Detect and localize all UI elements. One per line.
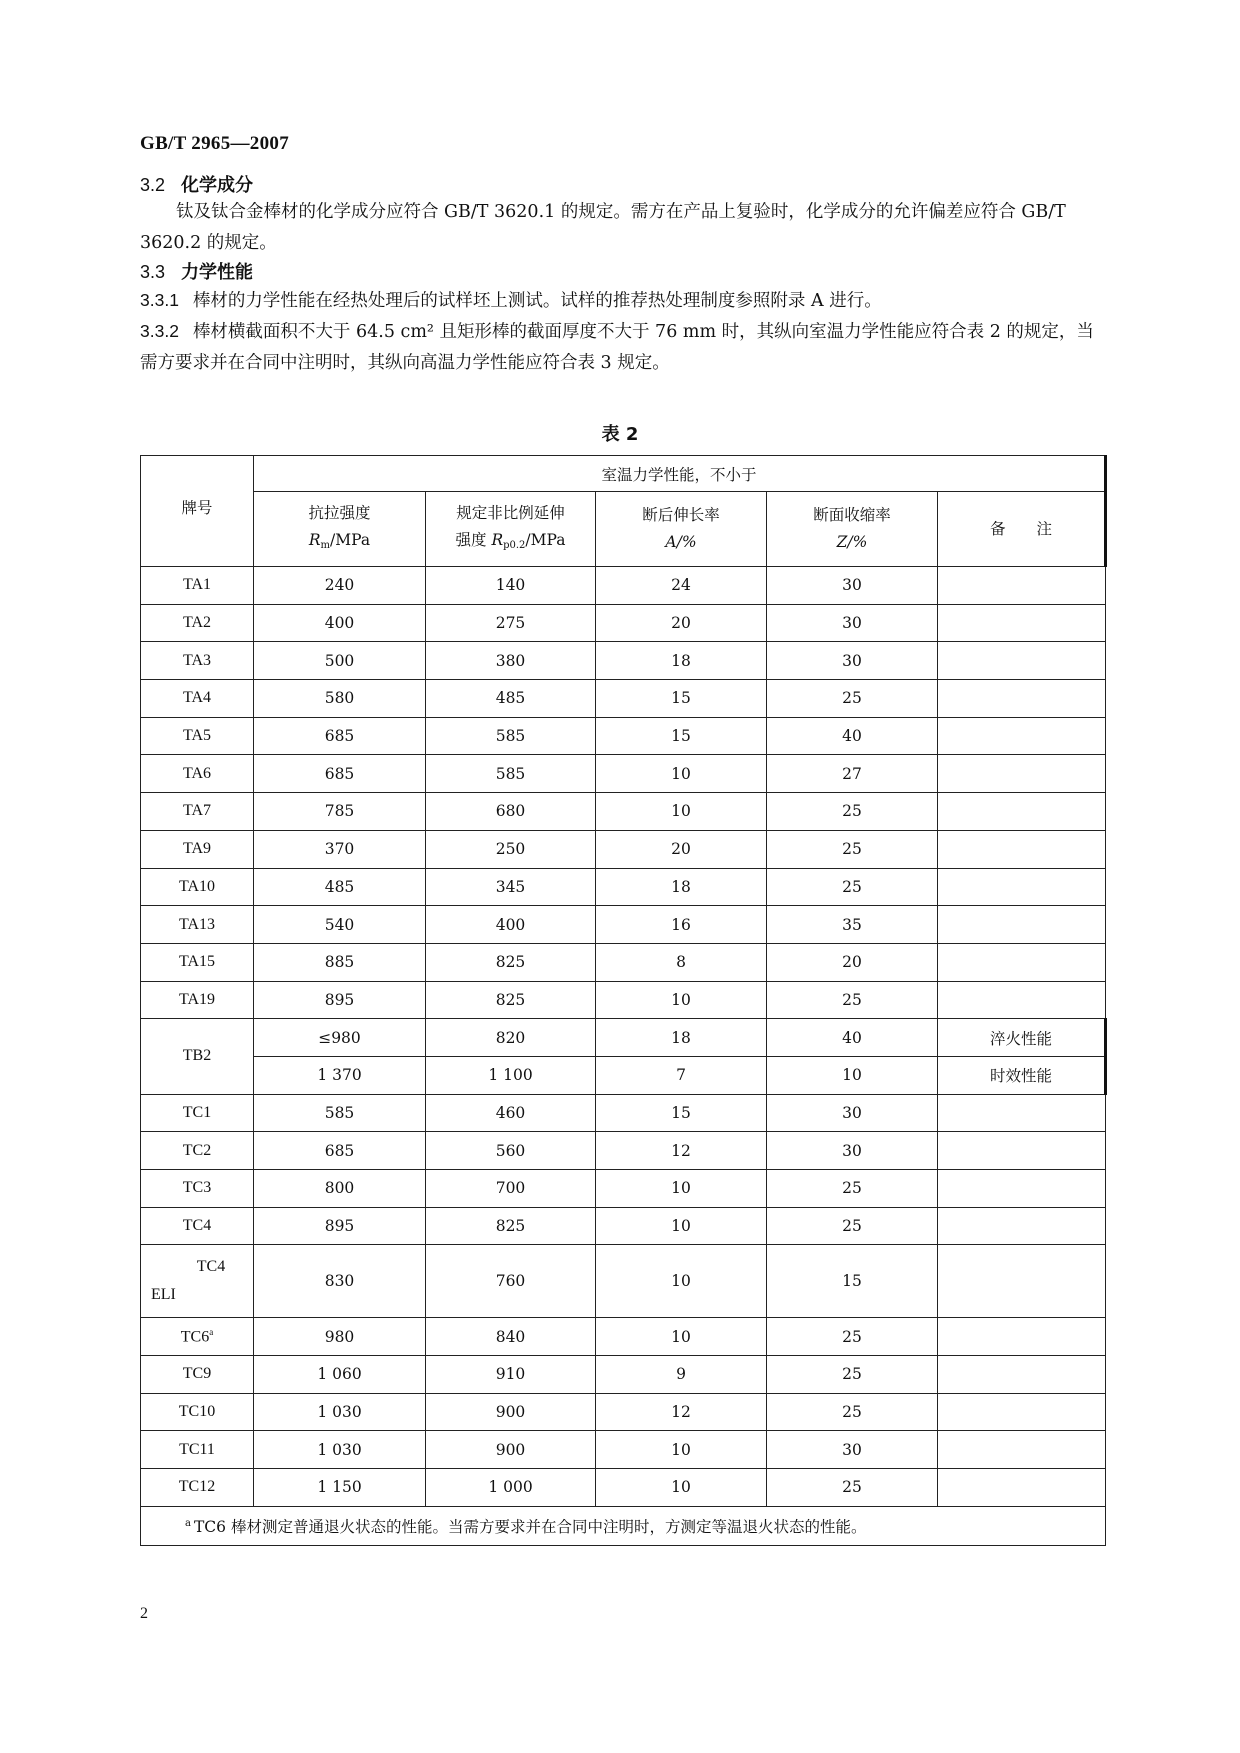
section-title: 化学成分 bbox=[181, 175, 254, 196]
remark-cell bbox=[938, 680, 1106, 718]
grade-cell: TA9 bbox=[141, 830, 254, 868]
reduction-value: 25 bbox=[767, 830, 938, 868]
header-text: 断面收缩率 bbox=[813, 506, 891, 524]
reduction-area-header bbox=[767, 492, 938, 567]
elongation-value: 10 bbox=[596, 1469, 767, 1507]
tensile-value: 540 bbox=[254, 906, 426, 944]
tensile-value: 800 bbox=[254, 1170, 426, 1208]
section-number: 3.3 bbox=[140, 262, 166, 282]
grade-cell: TA1 bbox=[141, 567, 254, 605]
yield-value: 760 bbox=[426, 1245, 596, 1318]
reduction-value: 25 bbox=[767, 680, 938, 718]
tensile-value: 685 bbox=[254, 717, 426, 755]
tensile-value: 1 370 bbox=[254, 1056, 426, 1094]
tensile-value: 580 bbox=[254, 680, 426, 718]
table-footnote bbox=[141, 1506, 1106, 1545]
tensile-value: 830 bbox=[254, 1245, 426, 1318]
table-row bbox=[141, 906, 1106, 944]
reduction-value: 25 bbox=[767, 868, 938, 906]
table-header-row bbox=[141, 456, 1106, 492]
remark-header: 备 注 bbox=[938, 492, 1106, 567]
remark-cell bbox=[938, 1170, 1106, 1208]
grade-cell bbox=[141, 1431, 254, 1469]
remark-cell bbox=[938, 868, 1106, 906]
elongation-value: 10 bbox=[596, 1170, 767, 1208]
tensile-value: 585 bbox=[254, 1094, 426, 1132]
header-subscript: m bbox=[320, 539, 331, 551]
grade-text: TC9 bbox=[182, 1365, 212, 1383]
tensile-value: 785 bbox=[254, 793, 426, 831]
header-unit: /MPa bbox=[330, 530, 371, 549]
reduction-value: 25 bbox=[767, 793, 938, 831]
grade-cell: TA2 bbox=[141, 604, 254, 642]
yield-value: 680 bbox=[426, 793, 596, 831]
reduction-value: 20 bbox=[767, 943, 938, 981]
table-caption: 表 2 bbox=[601, 424, 639, 445]
reduction-value: 40 bbox=[767, 717, 938, 755]
elongation-value: 12 bbox=[596, 1132, 767, 1170]
section-number: 3.2 bbox=[140, 175, 166, 195]
table-row bbox=[141, 1356, 1106, 1394]
grade-text: TC6 bbox=[180, 1328, 210, 1346]
table-row bbox=[141, 717, 1106, 755]
elongation-value: 10 bbox=[596, 755, 767, 793]
grade-cell: TA3 bbox=[141, 642, 254, 680]
table-row bbox=[141, 1245, 1106, 1318]
grade-line: ELI bbox=[151, 1286, 176, 1304]
tensile-value: 500 bbox=[254, 642, 426, 680]
remark-cell bbox=[938, 1431, 1106, 1469]
reduction-value: 25 bbox=[767, 1393, 938, 1431]
yield-value: 1 000 bbox=[426, 1469, 596, 1507]
paragraph-text: 棒材的力学性能在经热处理后的试样坯上测试。试样的推荐热处理制度参照附录 A 进行。 bbox=[192, 291, 882, 311]
standard-number: GB/T 2965—2007 bbox=[140, 133, 290, 154]
grade-cell: TA4 bbox=[141, 680, 254, 718]
grade-cell bbox=[141, 1318, 254, 1356]
yield-value: 840 bbox=[426, 1318, 596, 1356]
tensile-value: 895 bbox=[254, 981, 426, 1019]
table-row bbox=[141, 1318, 1106, 1356]
yield-value: 400 bbox=[426, 906, 596, 944]
elongation-value: 10 bbox=[596, 1245, 767, 1318]
footnote-text: TC6 棒材测定普通退火状态的性能。当需方要求并在合同中注明时，方测定等温退火状态的性能。 bbox=[193, 1517, 867, 1536]
tensile-value: ≤980 bbox=[254, 1019, 426, 1057]
grade-cell bbox=[141, 1393, 254, 1431]
reduction-value: 25 bbox=[767, 1469, 938, 1507]
grade-cell: TA13 bbox=[141, 906, 254, 944]
tensile-value: 485 bbox=[254, 868, 426, 906]
paragraph-chemical-composition bbox=[140, 197, 1110, 259]
grade-cell: TA6 bbox=[141, 755, 254, 793]
footnote-marker: a bbox=[185, 1517, 191, 1529]
grade-cell bbox=[141, 1469, 254, 1507]
elongation-value: 15 bbox=[596, 1094, 767, 1132]
grade-cell: TA15 bbox=[141, 943, 254, 981]
tensile-strength-header bbox=[254, 492, 426, 567]
yield-value: 820 bbox=[426, 1019, 596, 1057]
grade-cell: TA7 bbox=[141, 793, 254, 831]
yield-value: 585 bbox=[426, 755, 596, 793]
yield-value: 825 bbox=[426, 1207, 596, 1245]
tensile-value: 1 150 bbox=[254, 1469, 426, 1507]
tensile-value: 1 030 bbox=[254, 1393, 426, 1431]
elongation-value: 18 bbox=[596, 642, 767, 680]
header-text: 断后伸长率 bbox=[642, 506, 720, 524]
header-symbol: A/% bbox=[665, 533, 697, 551]
yield-value: 345 bbox=[426, 868, 596, 906]
grade-cell: TA19 bbox=[141, 981, 254, 1019]
yield-strength-header bbox=[426, 492, 596, 567]
table-row bbox=[141, 604, 1106, 642]
grade-line: TC4 bbox=[196, 1258, 226, 1276]
reduction-value: 25 bbox=[767, 1318, 938, 1356]
section-heading-chemical bbox=[140, 171, 253, 197]
table-row bbox=[141, 1207, 1106, 1245]
reduction-value: 25 bbox=[767, 1207, 938, 1245]
elongation-value: 10 bbox=[596, 793, 767, 831]
elongation-value: 20 bbox=[596, 830, 767, 868]
remark-cell bbox=[938, 1245, 1106, 1318]
table-row bbox=[141, 1170, 1106, 1208]
table-row bbox=[141, 981, 1106, 1019]
yield-value: 485 bbox=[426, 680, 596, 718]
reduction-value: 27 bbox=[767, 755, 938, 793]
tensile-value: 240 bbox=[254, 567, 426, 605]
yield-value: 560 bbox=[426, 1132, 596, 1170]
elongation-value: 10 bbox=[596, 981, 767, 1019]
group-header: 室温力学性能，不小于 bbox=[254, 456, 1106, 492]
header-symbol: R bbox=[491, 530, 504, 549]
tensile-value: 400 bbox=[254, 604, 426, 642]
grade-cell bbox=[141, 1356, 254, 1394]
elongation-value: 15 bbox=[596, 717, 767, 755]
remark-cell bbox=[938, 717, 1106, 755]
grade-cell: TA5 bbox=[141, 717, 254, 755]
paragraph-3-3-1 bbox=[140, 285, 1110, 317]
reduction-value: 30 bbox=[767, 1431, 938, 1469]
table-row bbox=[141, 567, 1106, 605]
header-symbol: R bbox=[308, 530, 321, 549]
grade-cell bbox=[141, 1245, 254, 1318]
footnote-row bbox=[141, 1506, 1106, 1545]
yield-value: 250 bbox=[426, 830, 596, 868]
table-row bbox=[141, 1019, 1106, 1057]
elongation-value: 24 bbox=[596, 567, 767, 605]
yield-value: 825 bbox=[426, 981, 596, 1019]
remark-cell bbox=[938, 906, 1106, 944]
table-row bbox=[141, 1132, 1106, 1170]
paragraph-text: 钛及钛合金棒材的化学成分应符合 GB/T 3620.1 的规定。需方在产品上复验时，化学成分的允许偏差应符合 GB/T 3620.2 的规定。 bbox=[140, 202, 1066, 253]
remark-cell bbox=[938, 1469, 1106, 1507]
remark-cell bbox=[938, 1318, 1106, 1356]
clause-number: 3.3.1 bbox=[140, 290, 179, 310]
tensile-value: 685 bbox=[254, 755, 426, 793]
table-row bbox=[141, 943, 1106, 981]
tensile-value: 1 030 bbox=[254, 1431, 426, 1469]
footnote-marker: a bbox=[209, 1327, 214, 1338]
section-title: 力学性能 bbox=[181, 262, 254, 283]
grade-text: TC10 bbox=[178, 1403, 216, 1421]
tensile-value: 1 060 bbox=[254, 1356, 426, 1394]
reduction-value: 30 bbox=[767, 567, 938, 605]
reduction-value: 30 bbox=[767, 1132, 938, 1170]
yield-value: 585 bbox=[426, 717, 596, 755]
tensile-value: 885 bbox=[254, 943, 426, 981]
elongation-value: 7 bbox=[596, 1056, 767, 1094]
remark-cell bbox=[938, 981, 1106, 1019]
yield-value: 825 bbox=[426, 943, 596, 981]
elongation-value: 18 bbox=[596, 868, 767, 906]
grade-cell: TA10 bbox=[141, 868, 254, 906]
elongation-value: 18 bbox=[596, 1019, 767, 1057]
table-row bbox=[141, 1431, 1106, 1469]
elongation-value: 15 bbox=[596, 680, 767, 718]
tensile-value: 895 bbox=[254, 1207, 426, 1245]
remark-cell bbox=[938, 604, 1106, 642]
remark-cell bbox=[938, 793, 1106, 831]
elongation-value: 9 bbox=[596, 1356, 767, 1394]
elongation-value: 12 bbox=[596, 1393, 767, 1431]
grade-cell: TC1 bbox=[141, 1094, 254, 1132]
remark-cell bbox=[938, 1207, 1106, 1245]
reduction-value: 10 bbox=[767, 1056, 938, 1094]
elongation-value: 10 bbox=[596, 1431, 767, 1469]
section-heading-mechanical bbox=[140, 258, 253, 284]
tensile-value: 685 bbox=[254, 1132, 426, 1170]
yield-value: 910 bbox=[426, 1356, 596, 1394]
reduction-value: 30 bbox=[767, 604, 938, 642]
table-row bbox=[141, 1056, 1106, 1094]
paragraph-text: 棒材横截面积不大于 64.5 cm² 且矩形棒的截面厚度不大于 76 mm 时，其纵向室温力学性能应符合表 2 的规定，当需方要求并在合同中注明时，其纵向高温力学性能应符合表 3 规定。 bbox=[140, 322, 1094, 373]
remark-cell bbox=[938, 1132, 1106, 1170]
remark-cell bbox=[938, 1393, 1106, 1431]
yield-value: 900 bbox=[426, 1431, 596, 1469]
reduction-value: 30 bbox=[767, 1094, 938, 1132]
header-subscript: p0.2 bbox=[503, 539, 526, 551]
yield-value: 460 bbox=[426, 1094, 596, 1132]
elongation-value: 8 bbox=[596, 943, 767, 981]
grade-text: TC11 bbox=[179, 1440, 215, 1458]
table-row bbox=[141, 642, 1106, 680]
header-symbol: Z/% bbox=[836, 533, 868, 551]
table-row bbox=[141, 1469, 1106, 1507]
remark-cell bbox=[938, 1356, 1106, 1394]
remark-cell bbox=[938, 567, 1106, 605]
reduction-value: 40 bbox=[767, 1019, 938, 1057]
yield-value: 380 bbox=[426, 642, 596, 680]
header-text: 抗拉强度 bbox=[308, 503, 371, 522]
remark-cell bbox=[938, 1094, 1106, 1132]
elongation-header bbox=[596, 492, 767, 567]
reduction-value: 35 bbox=[767, 906, 938, 944]
header-text: 规定非比例延伸 bbox=[456, 503, 565, 522]
yield-value: 275 bbox=[426, 604, 596, 642]
table-row bbox=[141, 868, 1106, 906]
reduction-value: 15 bbox=[767, 1245, 938, 1318]
table-row bbox=[141, 830, 1106, 868]
table-row bbox=[141, 680, 1106, 718]
clause-number: 3.3.2 bbox=[140, 321, 179, 341]
table-row bbox=[141, 1393, 1106, 1431]
yield-value: 140 bbox=[426, 567, 596, 605]
remark-cell bbox=[938, 755, 1106, 793]
elongation-value: 10 bbox=[596, 1318, 767, 1356]
grade-header: 牌号 bbox=[141, 456, 254, 567]
table-row bbox=[141, 1094, 1106, 1132]
remark-cell bbox=[938, 830, 1106, 868]
remark-cell: 淬火性能 bbox=[938, 1019, 1106, 1057]
remark-cell bbox=[938, 943, 1106, 981]
remark-cell: 时效性能 bbox=[938, 1056, 1106, 1094]
yield-value: 1 100 bbox=[426, 1056, 596, 1094]
yield-value: 900 bbox=[426, 1393, 596, 1431]
page-number: 2 bbox=[140, 1605, 148, 1622]
table-row bbox=[141, 793, 1106, 831]
grade-cell: TC4 bbox=[141, 1207, 254, 1245]
tensile-value: 370 bbox=[254, 830, 426, 868]
paragraph-3-3-2 bbox=[140, 316, 1110, 379]
table-header-row bbox=[141, 492, 1106, 567]
elongation-value: 10 bbox=[596, 1207, 767, 1245]
reduction-value: 25 bbox=[767, 1170, 938, 1208]
tensile-value: 980 bbox=[254, 1318, 426, 1356]
yield-value: 700 bbox=[426, 1170, 596, 1208]
reduction-value: 25 bbox=[767, 1356, 938, 1394]
grade-cell: TC2 bbox=[141, 1132, 254, 1170]
elongation-value: 16 bbox=[596, 906, 767, 944]
reduction-value: 30 bbox=[767, 642, 938, 680]
remark-cell bbox=[938, 642, 1106, 680]
mechanical-properties-table bbox=[140, 455, 1107, 1546]
header-unit: /MPa bbox=[525, 530, 566, 549]
reduction-value: 25 bbox=[767, 981, 938, 1019]
grade-cell: TB2 bbox=[141, 1019, 254, 1094]
grade-cell: TC3 bbox=[141, 1170, 254, 1208]
elongation-value: 20 bbox=[596, 604, 767, 642]
header-text: 强度 bbox=[455, 530, 492, 549]
table-row bbox=[141, 755, 1106, 793]
grade-text: TC12 bbox=[178, 1478, 216, 1496]
